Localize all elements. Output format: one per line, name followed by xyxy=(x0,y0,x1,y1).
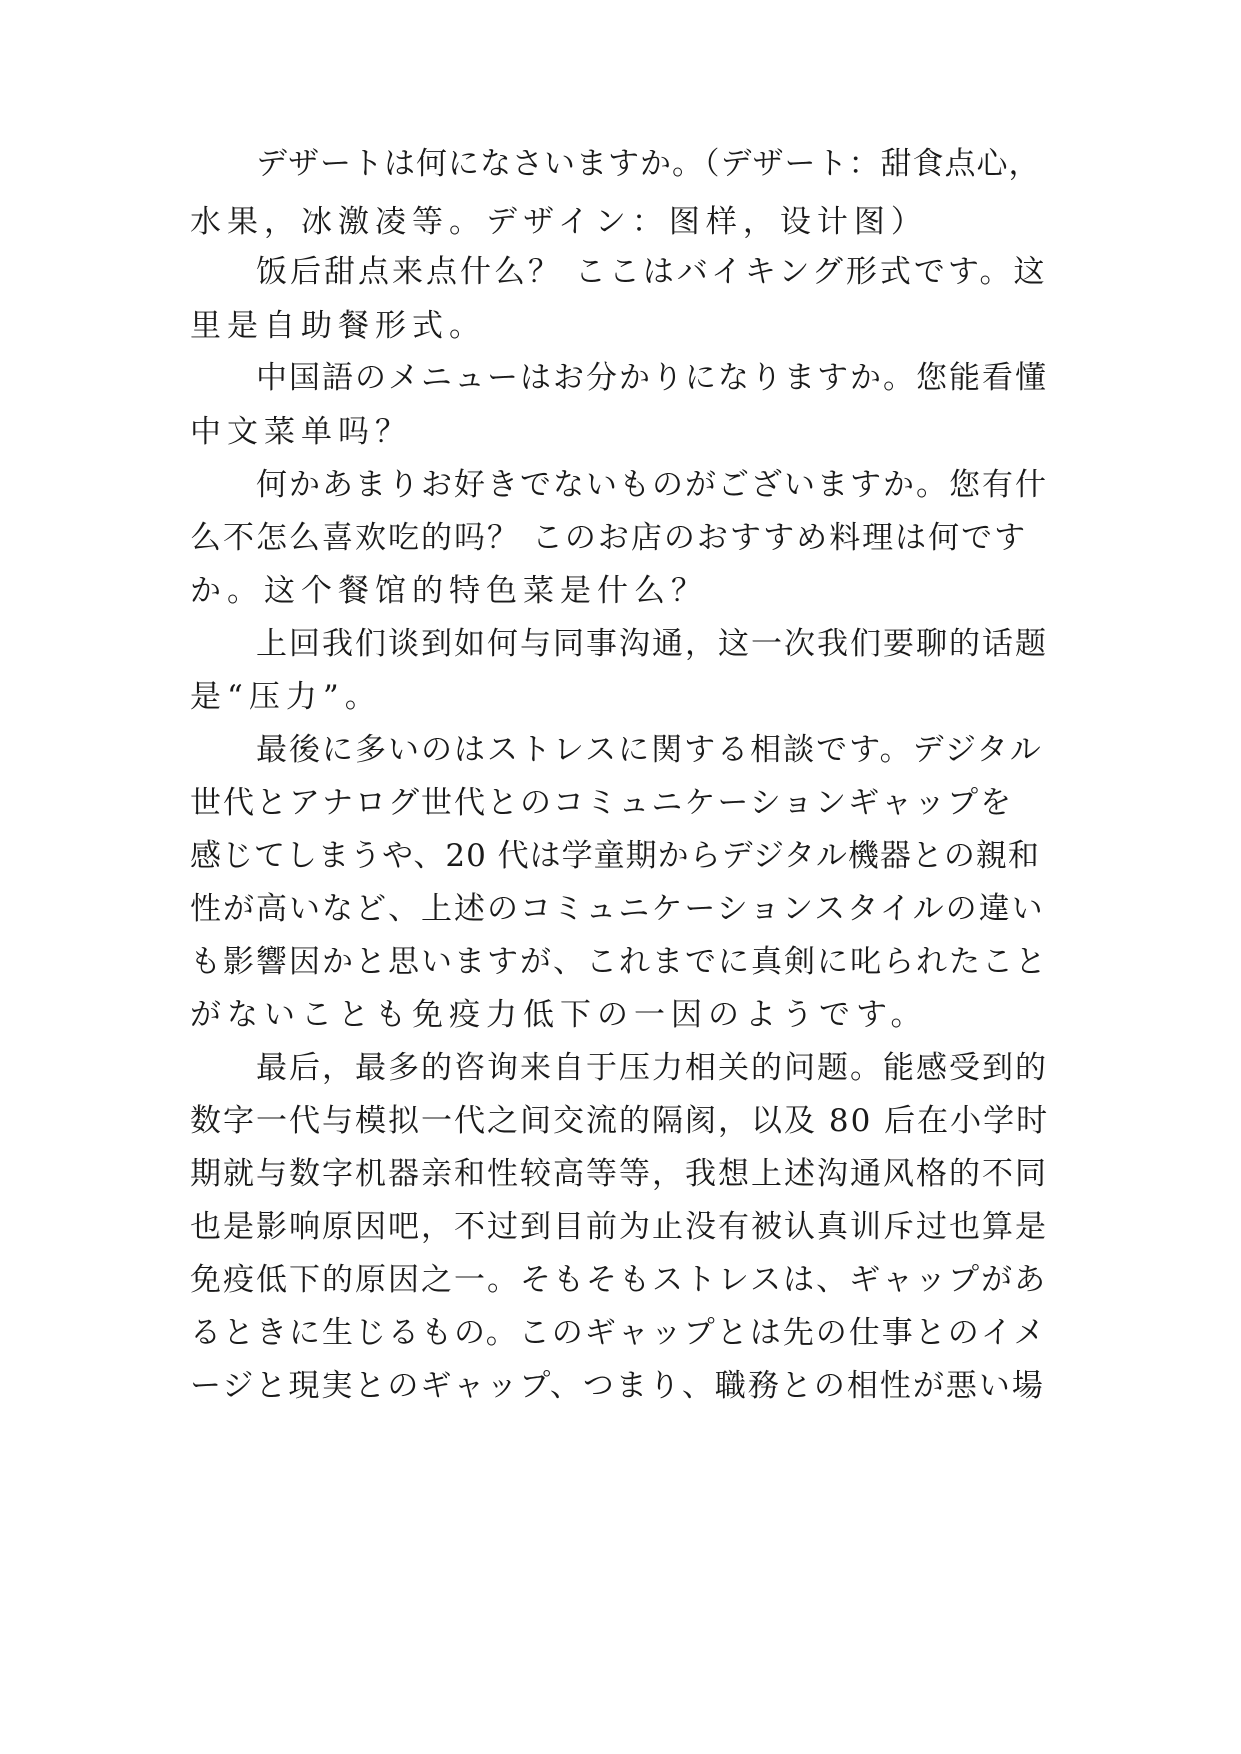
text-line: 也是影响原因吧，不过到目前为止没有被认真训斥过也算是 xyxy=(190,1209,1048,1245)
text-line: 是“压力”。 xyxy=(190,679,382,715)
text-line: デザートは何になさいますか。（デザート：甜食点心， xyxy=(256,146,1041,182)
text-line: 中国語のメニューはお分かりになりますか。您能看懂 xyxy=(256,360,1048,396)
text-line: も影響因かと思いますが、これまでに真剣に叱られたこと xyxy=(190,944,1048,980)
text-line: がないことも免疫力低下の一因のようです。 xyxy=(190,997,928,1033)
text-line: 免疫低下的原因之一。そもそもストレスは、ギャップがあ xyxy=(190,1262,1048,1298)
text-line: 中文菜单吗？ xyxy=(190,414,412,450)
text-line: 饭后甜点来点什么？ ここはバイキング形式です。这 xyxy=(256,254,1048,290)
text-line: 最后，最多的咨询来自于压力相关的问题。能感受到的 xyxy=(256,1050,1048,1086)
text-line: るときに生じるもの。このギャップとは先の仕事とのイメ xyxy=(190,1315,1047,1351)
text-line: 性が高いなど、上述のコミュニケーションスタイルの違い xyxy=(190,891,1045,927)
text-line: 水果，冰激凌等。デザイン：图样，设计图） xyxy=(190,204,928,240)
text-line: 上回我们谈到如何与同事沟通，这一次我们要聊的话题 xyxy=(256,626,1048,662)
text-line: 何かあまりお好きでないものがございますか。您有什 xyxy=(256,467,1048,503)
text-line: か。这个餐馆的特色菜是什么？ xyxy=(190,573,708,609)
text-line: ージと現実とのギャップ、つまり、職務との相性が悪い場 xyxy=(190,1368,1045,1404)
text-line: 感じてしまうや、20 代は学童期からデジタル機器との親和 xyxy=(190,838,1040,874)
text-line: 期就与数字机器亲和性较高等等，我想上述沟通风格的不同 xyxy=(190,1156,1048,1192)
text-line: 里是自助餐形式。 xyxy=(190,308,486,344)
text-line: 最後に多いのはストレスに関する相談です。デジタル xyxy=(256,732,1043,768)
text-line: 世代とアナログ世代とのコミュニケーションギャップを xyxy=(190,785,1014,821)
text-line: 数字一代与模拟一代之间交流的隔阂，以及 80 后在小学时 xyxy=(190,1103,1050,1139)
text-line: 么不怎么喜欢吃的吗？ このお店のおすすめ料理は何です xyxy=(190,520,1028,556)
